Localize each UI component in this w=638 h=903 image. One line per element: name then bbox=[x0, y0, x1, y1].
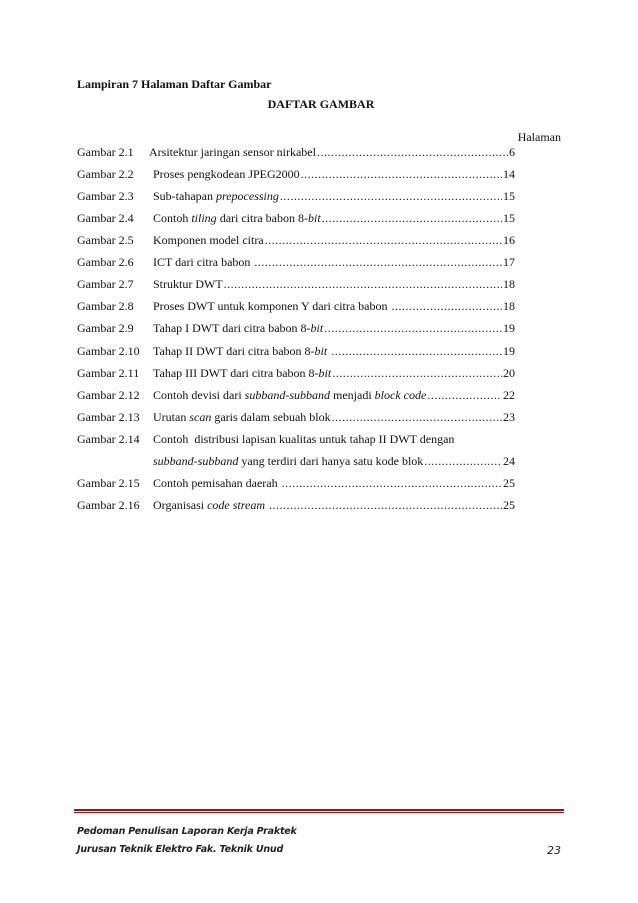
figure-number: Gambar 2.3 bbox=[77, 189, 134, 204]
figure-entry bbox=[153, 365, 515, 381]
figure-list-item bbox=[77, 431, 515, 447]
footer-guide-title: Pedoman Penulisan Laporan Kerja Praktek bbox=[77, 826, 297, 837]
figure-entry bbox=[153, 188, 515, 204]
figure-entry bbox=[153, 453, 515, 469]
figure-caption-text bbox=[265, 498, 268, 512]
figure-page-number: 25 bbox=[503, 497, 515, 512]
figure-entry bbox=[153, 254, 515, 270]
figure-caption-text: Arsitektur jaringan sensor nirkabel bbox=[149, 145, 316, 159]
footer-rule-thin bbox=[74, 812, 564, 813]
dot-leader bbox=[324, 320, 502, 336]
figure-caption-italic: bit bbox=[318, 365, 332, 380]
figure-page-number: 24 bbox=[503, 453, 515, 468]
figure-number: Gambar 2.13 bbox=[77, 409, 140, 424]
figure-caption-text: menjadi bbox=[330, 387, 375, 402]
figure-list-item bbox=[77, 298, 515, 314]
figure-caption-italic: code stream bbox=[207, 497, 265, 512]
figure-caption-text: Tahap II DWT dari citra babon 8- bbox=[153, 343, 315, 358]
page-column-label: Halaman bbox=[517, 130, 561, 144]
figure-number: Gambar 2.16 bbox=[77, 497, 140, 512]
figure-caption-italic: bit bbox=[314, 343, 328, 358]
figure-caption bbox=[153, 276, 223, 292]
dot-leader bbox=[392, 298, 502, 314]
dot-leader bbox=[280, 188, 502, 204]
dot-leader bbox=[424, 453, 502, 469]
figure-caption-italic: bit bbox=[310, 321, 324, 336]
figure-list-item bbox=[77, 144, 515, 160]
figure-list-item bbox=[77, 497, 515, 513]
figure-list-item bbox=[77, 320, 515, 336]
dot-leader bbox=[332, 409, 502, 425]
dot-leader bbox=[301, 166, 502, 182]
figure-page-number: 19 bbox=[503, 321, 515, 336]
figure-number: Gambar 2.9 bbox=[77, 321, 134, 336]
figure-list-item bbox=[77, 166, 515, 182]
dot-leader bbox=[332, 365, 502, 381]
dot-leader bbox=[269, 497, 502, 513]
figure-caption-text: Organisasi bbox=[153, 497, 208, 512]
page-title bbox=[0, 97, 638, 112]
figure-page-number: 16 bbox=[503, 233, 515, 248]
figure-caption bbox=[149, 144, 316, 160]
figure-page-number: 18 bbox=[503, 299, 515, 314]
figure-entry bbox=[149, 144, 515, 160]
figure-caption bbox=[153, 497, 268, 513]
figure-entry bbox=[153, 343, 515, 359]
figure-entry bbox=[153, 210, 515, 226]
figure-page-number: 20 bbox=[503, 365, 515, 380]
page-title-text: DAFTAR GAMBAR bbox=[267, 97, 375, 111]
figure-list-item bbox=[77, 453, 515, 469]
figure-caption bbox=[153, 431, 454, 447]
figure-caption bbox=[153, 298, 391, 314]
figure-caption-text: Tahap III DWT dari citra babon 8- bbox=[153, 365, 319, 380]
figure-number: Gambar 2.10 bbox=[77, 343, 140, 358]
figure-number: Gambar 2.8 bbox=[77, 299, 134, 314]
figure-caption bbox=[153, 254, 253, 270]
figure-list-item bbox=[77, 409, 515, 425]
figure-page-number: 25 bbox=[503, 475, 515, 490]
figure-number: Gambar 2.2 bbox=[77, 167, 134, 182]
footer-department: Jurusan Teknik Elektro Fak. Teknik Unud bbox=[77, 844, 284, 855]
figure-list-item bbox=[77, 387, 515, 403]
figure-caption-text: Contoh devisi dari bbox=[153, 387, 245, 402]
figure-page-number: 22 bbox=[503, 387, 515, 402]
figure-page-number: 6 bbox=[509, 145, 515, 159]
figure-list-item bbox=[77, 276, 515, 292]
figure-caption bbox=[153, 232, 264, 248]
figure-number: Gambar 2.11 bbox=[77, 365, 140, 380]
figure-caption bbox=[153, 365, 331, 381]
figure-caption-text: dari citra babon 8- bbox=[216, 211, 308, 226]
footer-page-number: 23 bbox=[547, 844, 561, 857]
figure-caption bbox=[153, 210, 321, 226]
figure-entry bbox=[153, 166, 515, 182]
dot-leader bbox=[427, 387, 502, 403]
figure-caption-text: Contoh bbox=[153, 211, 192, 226]
figure-caption-italic: subband-subband bbox=[153, 453, 239, 468]
footer-rule bbox=[74, 809, 564, 811]
dot-leader bbox=[282, 475, 502, 491]
figure-number: Gambar 2.1 bbox=[77, 145, 134, 159]
figure-caption-italic: tiling bbox=[191, 211, 217, 226]
figure-entry bbox=[153, 431, 515, 447]
dot-leader bbox=[224, 276, 502, 292]
figure-number: Gambar 2.12 bbox=[77, 387, 140, 402]
figure-caption bbox=[153, 475, 281, 491]
figure-number: Gambar 2.7 bbox=[77, 277, 134, 292]
figure-page-number: 14 bbox=[503, 167, 515, 182]
figure-entry bbox=[153, 320, 515, 336]
figure-list-item bbox=[77, 365, 515, 381]
figure-entry bbox=[153, 298, 515, 314]
figure-caption-text bbox=[327, 344, 330, 358]
figure-caption bbox=[153, 453, 423, 469]
figure-caption-italic: subband-subband bbox=[244, 387, 331, 402]
dot-leader bbox=[265, 232, 502, 248]
figure-caption bbox=[153, 387, 426, 403]
figure-entry bbox=[153, 475, 515, 491]
figure-caption bbox=[153, 166, 300, 182]
figure-list-item bbox=[77, 188, 515, 204]
figure-number: Gambar 2.15 bbox=[77, 475, 140, 490]
figure-caption bbox=[153, 188, 279, 204]
figure-caption-text: Contoh pemisahan daerah bbox=[153, 475, 281, 490]
figure-caption-text: garis dalam sebuah blok bbox=[211, 409, 331, 424]
figure-caption-italic: prepocessing bbox=[215, 189, 279, 204]
figure-caption-italic: bit bbox=[307, 211, 321, 226]
figure-page-number: 18 bbox=[503, 277, 515, 292]
figure-entry bbox=[153, 409, 515, 425]
figure-caption-text: Contoh distribusi lapisan kualitas untuk tahap II DWT dengan bbox=[153, 431, 455, 446]
figure-caption bbox=[153, 320, 323, 336]
appendix-heading: Lampiran 7 Halaman Daftar Gambar bbox=[77, 77, 272, 91]
figure-caption-text: ICT dari citra babon bbox=[153, 255, 254, 270]
figure-entry bbox=[153, 497, 515, 513]
figure-caption-text: yang terdiri dari hanya satu kode blok bbox=[238, 453, 424, 468]
figure-entry bbox=[153, 387, 515, 403]
figure-caption-text: Proses pengkodean JPEG2000 bbox=[153, 167, 300, 182]
figure-number: Gambar 2.5 bbox=[77, 233, 134, 248]
figure-caption bbox=[153, 343, 330, 359]
figure-page-number: 15 bbox=[503, 189, 515, 204]
figure-caption-text: Urutan bbox=[153, 409, 190, 424]
figure-caption-text: Proses DWT untuk komponen Y dari citra babon bbox=[153, 299, 391, 314]
figure-page-number: 23 bbox=[503, 409, 515, 424]
figure-number: Gambar 2.14 bbox=[77, 431, 140, 446]
figure-caption-text: Sub-tahapan bbox=[153, 189, 216, 204]
figure-caption-text: Tahap I DWT dari citra babon 8- bbox=[153, 321, 311, 336]
figure-caption-text: Komponen model citra bbox=[153, 233, 264, 248]
figure-caption-italic: scan bbox=[189, 409, 212, 424]
dot-leader bbox=[331, 343, 502, 359]
figure-list-item bbox=[77, 232, 515, 248]
figure-caption-italic: block code bbox=[374, 387, 427, 402]
figure-caption-text: Struktur DWT bbox=[153, 277, 223, 292]
figure-list-item bbox=[77, 210, 515, 226]
figure-entry bbox=[153, 276, 515, 292]
figure-list-item bbox=[77, 475, 515, 491]
figure-list-item bbox=[77, 254, 515, 270]
figure-number: Gambar 2.6 bbox=[77, 255, 134, 270]
figure-page-number: 15 bbox=[503, 211, 515, 226]
dot-leader bbox=[254, 254, 502, 270]
figure-page-number: 19 bbox=[503, 343, 515, 358]
dot-leader bbox=[317, 144, 508, 160]
figure-entry bbox=[153, 232, 515, 248]
figure-page-number: 17 bbox=[503, 255, 515, 270]
figure-number: Gambar 2.4 bbox=[77, 211, 134, 226]
dot-leader bbox=[322, 210, 502, 226]
figure-caption bbox=[153, 409, 331, 425]
figure-list-item bbox=[77, 343, 515, 359]
